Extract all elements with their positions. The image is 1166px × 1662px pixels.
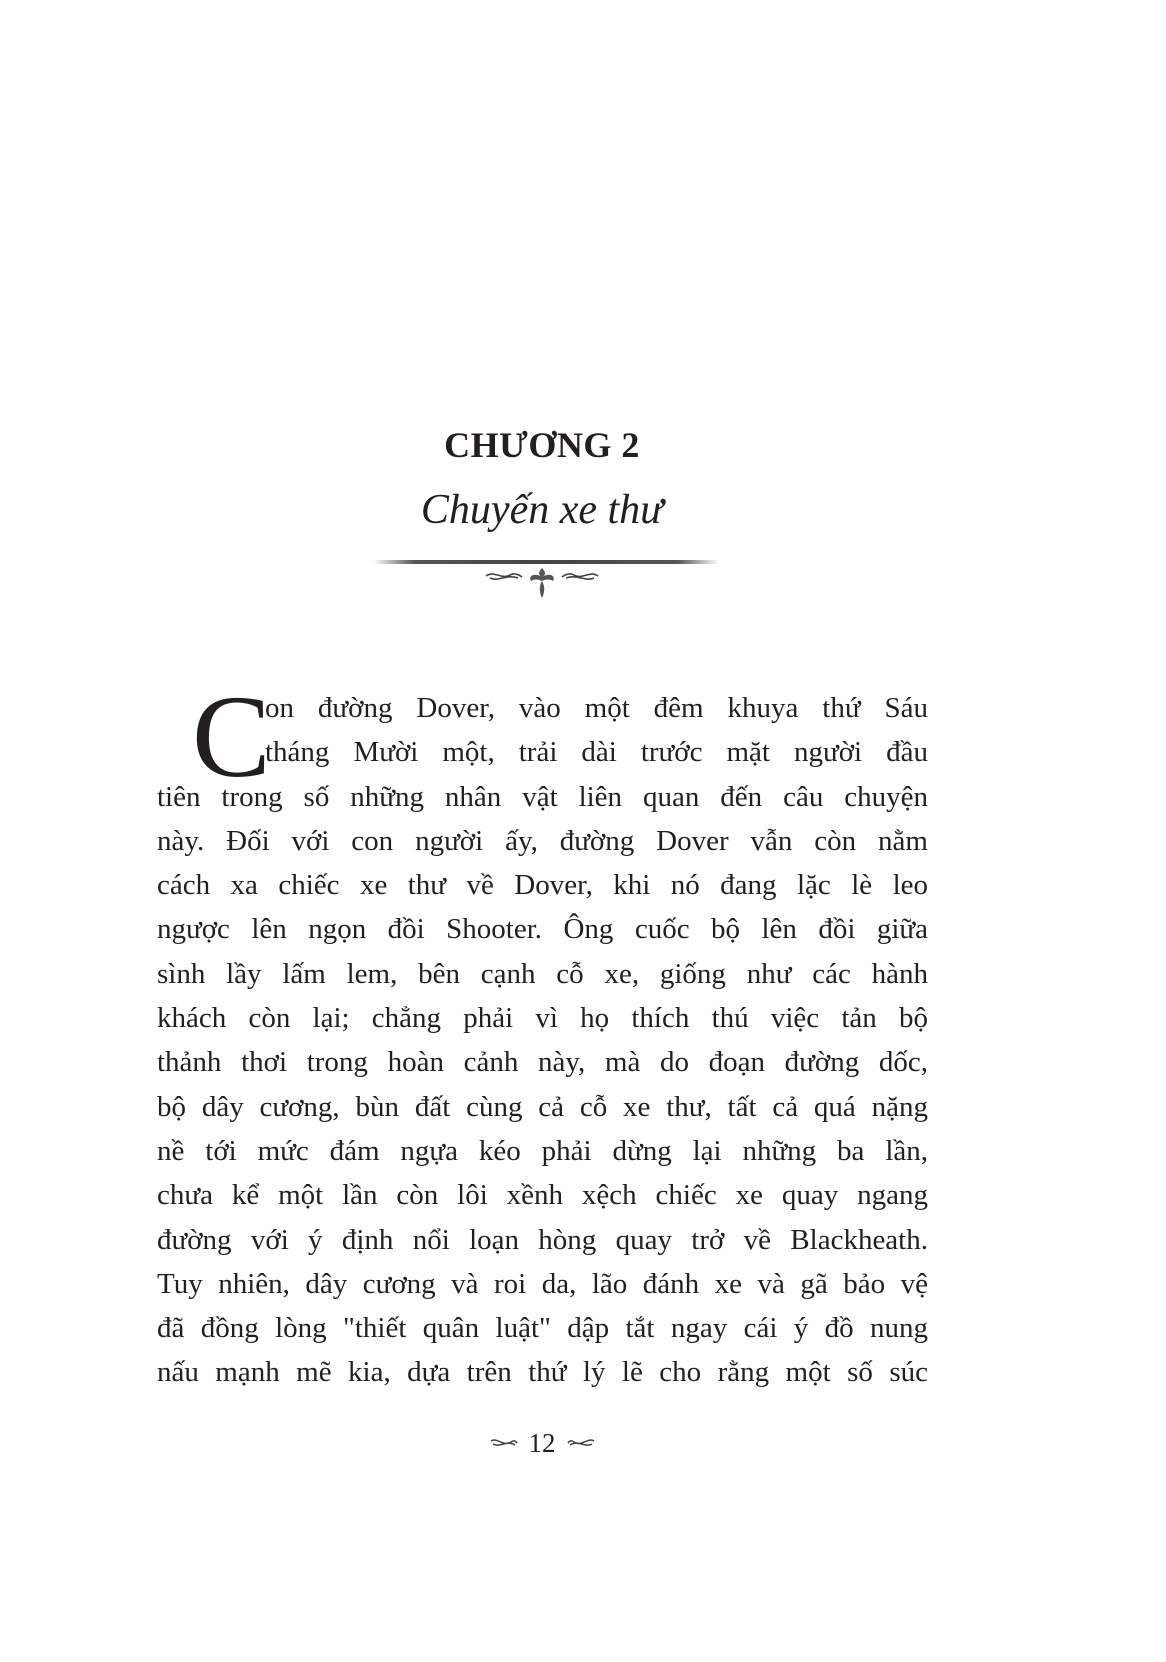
- page-number: 12: [528, 1427, 556, 1458]
- text-line: nề tới mức đám ngựa kéo phải dừng lại những ba lần,: [157, 1134, 928, 1167]
- text-line: chưa kể một lần còn lôi xềnh xệch chiếc xe quay ngang: [157, 1179, 928, 1212]
- chapter-label: CHƯƠNG 2: [444, 425, 640, 465]
- text-line: thảnh thơi trong hoàn cảnh này, mà do đoạn đường dốc,: [157, 1046, 928, 1079]
- page-number-footer: [482, 1426, 602, 1460]
- text-line: đường với ý định nổi loạn hòng quay trở về Blackheath.: [157, 1223, 928, 1256]
- text-line: nấu mạnh mẽ kia, dựa trên thứ lý lẽ cho rằng một số súc: [157, 1356, 928, 1389]
- text-line: on đường Dover, vào một đêm khuya thứ Sáu: [265, 692, 928, 724]
- chapter-title: Chuyến xe thư: [420, 487, 664, 533]
- text-line: Tuy nhiên, dây cương và roi da, lão đánh xe và gã bảo vệ: [157, 1267, 928, 1300]
- text-line: sình lầy lấm lem, bên cạnh cỗ xe, giống như các hành: [157, 957, 928, 990]
- text-line: tiên trong số những nhân vật liên quan đến câu chuyện: [157, 780, 928, 813]
- swirl-right-icon: [566, 1436, 596, 1450]
- swirl-left-icon: [489, 1436, 519, 1450]
- text-line: này. Đối với con người ấy, đường Dover vẫn còn nằm: [157, 824, 928, 857]
- text-line: khách còn lại; chẳng phải vì họ thích thú việc tản bộ: [157, 1002, 928, 1035]
- body-text: [157, 671, 928, 1395]
- text-line: tháng Mười một, trải dài trước mặt người đầu: [265, 736, 928, 769]
- divider-rule: [373, 560, 719, 564]
- text-line: đã đồng lòng "thiết quân luật" dập tắt ngay cái ý đồ nung: [157, 1312, 928, 1345]
- drop-cap: C: [192, 671, 271, 802]
- text-line: bộ dây cương, bùn đất cùng cả cỗ xe thư, tất cả quá nặng: [157, 1090, 928, 1123]
- text-line: cách xa chiếc xe thư về Dover, khi nó đang lặc lè leo: [157, 869, 928, 902]
- text-line: ngược lên ngọn đồi Shooter. Ông cuốc bộ lên đồi giữa: [157, 913, 928, 946]
- fleuron-ornament-icon: [484, 566, 600, 600]
